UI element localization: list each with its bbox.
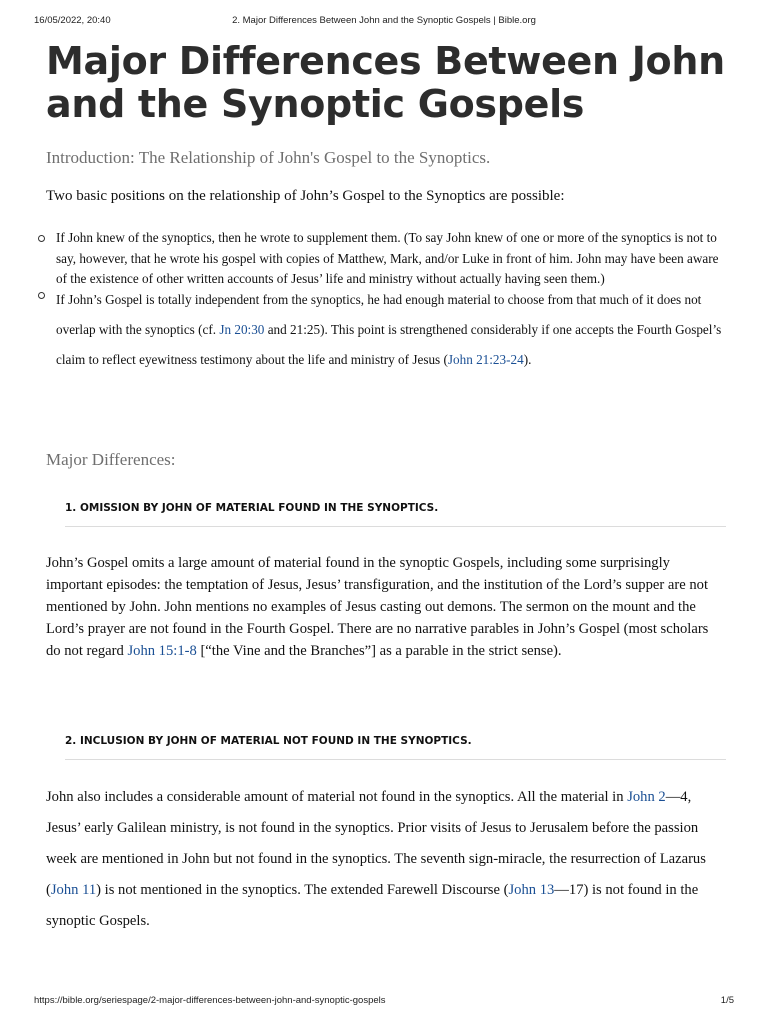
print-footer (34, 995, 734, 1009)
section-2-text-d: —17) is not found in the synoptic Gospels. (46, 882, 699, 929)
list-item (28, 285, 726, 375)
print-date: 16/05/2022, 20:40 (34, 15, 111, 26)
scripture-link-jn-20-30[interactable]: Jn 20:30 (219, 321, 265, 337)
bullet-circle-icon (38, 292, 45, 299)
intro-heading: Introduction: The Relationship of John's Gospel to the Synoptics. (46, 148, 491, 167)
bullet-text-b: and 21:25). This point is strengthened considerably if one accepts the Fourth Gospel’s claim to reflect eyewitness testimony about the life and ministry of Jesus ( (56, 321, 722, 367)
section-2-text-b: —4, Jesus’ early Galilean ministry, is not found in the synoptics. Prior visits of Jesus to Jerusalem before the passion week are mentioned in John but not found in the synoptics. The seventh sign-miracle, the resurrection of Lazarus ( (46, 789, 706, 898)
print-page-title: 2. Major Differences Between John and the Synoptic Gospels | Bible.org (232, 15, 536, 26)
section-2-text-c: ) is not mentioned in the synoptics. The extended Farewell Discourse ( (96, 882, 509, 898)
print-header (34, 15, 734, 29)
section-2-title: 2. INCLUSION BY JOHN OF MATERIAL NOT FOUND IN THE SYNOPTICS. (65, 735, 726, 760)
scripture-link-john-13[interactable]: John 13 (508, 882, 555, 898)
positions-list (46, 228, 726, 375)
scripture-link-john-15-1-8[interactable]: John 15:1-8 (127, 643, 197, 659)
section-1-title: 1. OMISSION BY JOHN OF MATERIAL FOUND IN THE SYNOPTICS. (65, 502, 726, 527)
section-2-paragraph (46, 782, 726, 937)
intro-paragraph: Two basic positions on the relationship of John’s Gospel to the Synoptics are possible: (46, 188, 565, 204)
bullet-text: If John knew of the synoptics, then he wrote to supplement them. (To say John knew of one or more of the synoptics is not to say, however, that he wrote his gospel with copies of Matthew, Mark, and/or Luke in front of him. John may have been aware of the existence of other written accounts of Jesus’ life and ministry without actually having seen them.) (56, 230, 719, 286)
list-item (28, 228, 726, 290)
section-2-text-a: John also includes a considerable amount of material not found in the synoptics. All the material in (46, 789, 628, 805)
major-differences-heading: Major Differences: (46, 450, 176, 469)
bullet-circle-icon (38, 235, 45, 242)
section-1-paragraph (46, 552, 726, 662)
article-title: Major Differences Between John and the Synoptic Gospels (46, 39, 725, 126)
section-1-text-a: John’s Gospel omits a large amount of material found in the synoptic Gospels, including some surprisingly important episodes: the temptation of Jesus, Jesus’ transfiguration, and the institution of the Lord’s supper are not mentioned by John. John mentions no examples of Jesus casting out demons. The sermon on the mount and the Lord’s prayer are not found in the Fourth Gospel. There are no narrative parables in John’s Gospel (most scholars do not regard (46, 555, 709, 659)
bullet-text-c: ). (523, 351, 532, 367)
bullet-text-a: If John’s Gospel is totally independent from the synoptics, he had enough material to choose from that much of it does not overlap with the synoptics (cf. (56, 291, 702, 337)
article (46, 39, 726, 929)
scripture-link-john-2[interactable]: John 2 (627, 789, 666, 805)
scripture-link-john-21-23-24[interactable]: John 21:23-24 (447, 351, 524, 367)
section-1-text-b: [“the Vine and the Branches”] as a parable in the strict sense). (196, 643, 562, 659)
print-page-number: 1/5 (720, 995, 734, 1006)
scripture-link-john-11[interactable]: John 11 (50, 882, 97, 898)
print-url: https://bible.org/seriespage/2-major-differences-between-john-and-synoptic-gospels (34, 995, 386, 1006)
